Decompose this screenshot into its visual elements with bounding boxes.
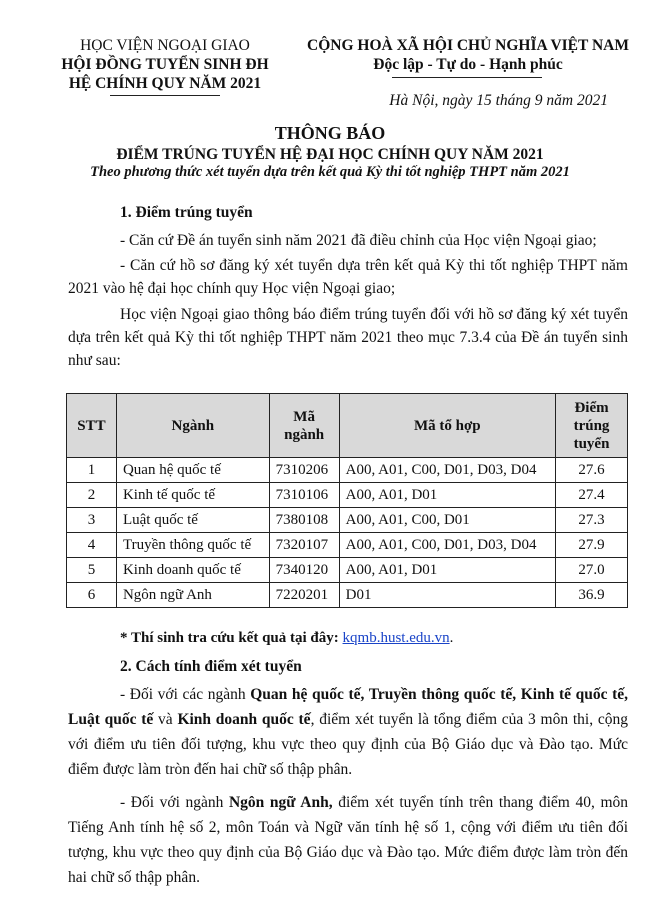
p4-bold-majors: Quan hệ quốc tế, Truyền thông quốc tế, Kinh tế quốc tế, Luật quốc tế [68, 686, 628, 728]
doc-title: THÔNG BÁO [274, 123, 386, 143]
p5-text-c: điểm xét tuyển tính trên thang điểm 40, môn Tiếng Anh tính hệ số 2, môn Toán và Ngữ văn tính hệ số 1, cộng với điểm ưu tiên đối tượng, khu vực theo quy định của Bộ Giáo dục và Đào tạo. Mức điểm được làm tròn đến hai chữ số thập phân. [68, 794, 628, 886]
cell-diem: 36.9 [556, 583, 628, 608]
doc-method: Theo phương thức xét tuyển dựa trên kết quả Kỳ thi tốt nghiệp THPT năm 2021 [90, 164, 570, 180]
cell-ma: 7380108 [269, 508, 339, 533]
paragraph-3: Học viện Ngoại giao thông báo điểm trúng tuyển đối với hồ sơ đăng ký xét tuyển dựa trên kết quả Kỳ thi tốt nghiệp THPT năm 2021 theo mục 7.3.4 của Đề án tuyển sinh như sau: [68, 306, 628, 369]
issue-date: Hà Nội, ngày 15 tháng 9 năm 2021 [389, 92, 608, 109]
paragraph-5 [68, 790, 628, 890]
national-title: CỘNG HOÀ XÃ HỘI CHỦ NGHĨA VIỆT NAM [307, 37, 629, 54]
cell-ma: 7340120 [269, 558, 339, 583]
national-motto: Độc lập - Tự do - Hạnh phúc [373, 56, 563, 73]
p4-text-c: và [153, 711, 178, 728]
col-stt: STT [67, 394, 117, 458]
cell-diem: 27.4 [556, 483, 628, 508]
cell-to-hop: A00, A01, D01 [339, 558, 555, 583]
cell-stt: 6 [67, 583, 117, 608]
issuer-line-1: HỌC VIỆN NGOẠI GIAO [80, 37, 250, 54]
scores-table [66, 393, 628, 608]
cell-diem: 27.3 [556, 508, 628, 533]
cell-to-hop: A00, A01, D01 [339, 483, 555, 508]
cell-ma: 7320107 [269, 533, 339, 558]
table-row [67, 458, 628, 483]
col-nganh: Ngành [116, 394, 269, 458]
paragraph-2: - Căn cứ hồ sơ đăng ký xét tuyển dựa trên kết quả Kỳ thi tốt nghiệp THPT năm 2021 vào hệ đại học chính quy Học viện Ngoại giao; [68, 257, 628, 297]
issuer-line-2: HỘI ĐỒNG TUYỂN SINH ĐH [61, 56, 269, 73]
cell-ma: 7220201 [269, 583, 339, 608]
col-ma-to-hop: Mã tổ hợp [339, 394, 555, 458]
paragraph-4 [68, 682, 628, 782]
cell-stt: 4 [67, 533, 117, 558]
cell-diem: 27.0 [556, 558, 628, 583]
col-ma-nganh: Mã ngành [269, 394, 339, 458]
lookup-link[interactable]: kqmb.hust.edu.vn [342, 630, 450, 646]
cell-to-hop: D01 [339, 583, 555, 608]
cell-nganh: Luật quốc tế [116, 508, 269, 533]
p4-bold-major: Kinh doanh quốc tế [177, 711, 311, 728]
cell-nganh: Kinh doanh quốc tế [116, 558, 269, 583]
cell-nganh: Ngôn ngữ Anh [116, 583, 269, 608]
p5-bold-major: Ngôn ngữ Anh, [228, 794, 333, 811]
col-diem: Điểm trúng tuyển [556, 394, 628, 458]
national-header [298, 36, 638, 74]
cell-to-hop: A00, A01, C00, D01, D03, D04 [339, 533, 555, 558]
cell-nganh: Kinh tế quốc tế [116, 483, 269, 508]
note-suffix: . [449, 630, 454, 646]
issuer-underline [110, 95, 220, 96]
table-row [67, 558, 628, 583]
table-row [67, 533, 628, 558]
issuer-line-3: HỆ CHÍNH QUY NĂM 2021 [68, 75, 262, 92]
cell-diem: 27.9 [556, 533, 628, 558]
p4-text-a: - Đối với các ngành [120, 686, 251, 703]
table-row [67, 483, 628, 508]
doc-subtitle: ĐIỂM TRÚNG TUYỂN HỆ ĐẠI HỌC CHÍNH QUY NĂM 2021 [116, 146, 544, 163]
paragraph-1: - Căn cứ Đề án tuyển sinh năm 2021 đã điều chỉnh của Học viện Ngoại giao; [120, 232, 597, 249]
cell-stt: 5 [67, 558, 117, 583]
p5-text-a: - Đối với ngành [120, 794, 229, 811]
cell-stt: 3 [67, 508, 117, 533]
cell-ma: 7310206 [269, 458, 339, 483]
table-row [67, 583, 628, 608]
cell-stt: 2 [67, 483, 117, 508]
cell-to-hop: A00, A01, C00, D01 [339, 508, 555, 533]
note-prefix: * Thí sinh tra cứu kết quả tại đây: [120, 630, 343, 646]
cell-diem: 27.6 [556, 458, 628, 483]
cell-stt: 1 [67, 458, 117, 483]
cell-nganh: Truyền thông quốc tế [116, 533, 269, 558]
motto-underline [392, 77, 542, 78]
section-1-heading: 1. Điểm trúng tuyển [120, 204, 253, 221]
table-header-row [67, 394, 628, 458]
table-row [67, 508, 628, 533]
lookup-note [120, 627, 660, 650]
p4-text-d: , điểm xét tuyển là tổng điểm của 3 môn thi, cộng với điểm ưu tiên đối tượng, khu vực theo quy định của Bộ Giáo dục và Đào tạo. Mức điểm được làm tròn đến hai chữ số thập phân. [68, 711, 628, 778]
section-2-heading: 2. Cách tính điểm xét tuyển [120, 658, 302, 675]
cell-ma: 7310106 [269, 483, 339, 508]
cell-nganh: Quan hệ quốc tế [116, 458, 269, 483]
cell-to-hop: A00, A01, C00, D01, D03, D04 [339, 458, 555, 483]
issuer-header [50, 36, 280, 93]
